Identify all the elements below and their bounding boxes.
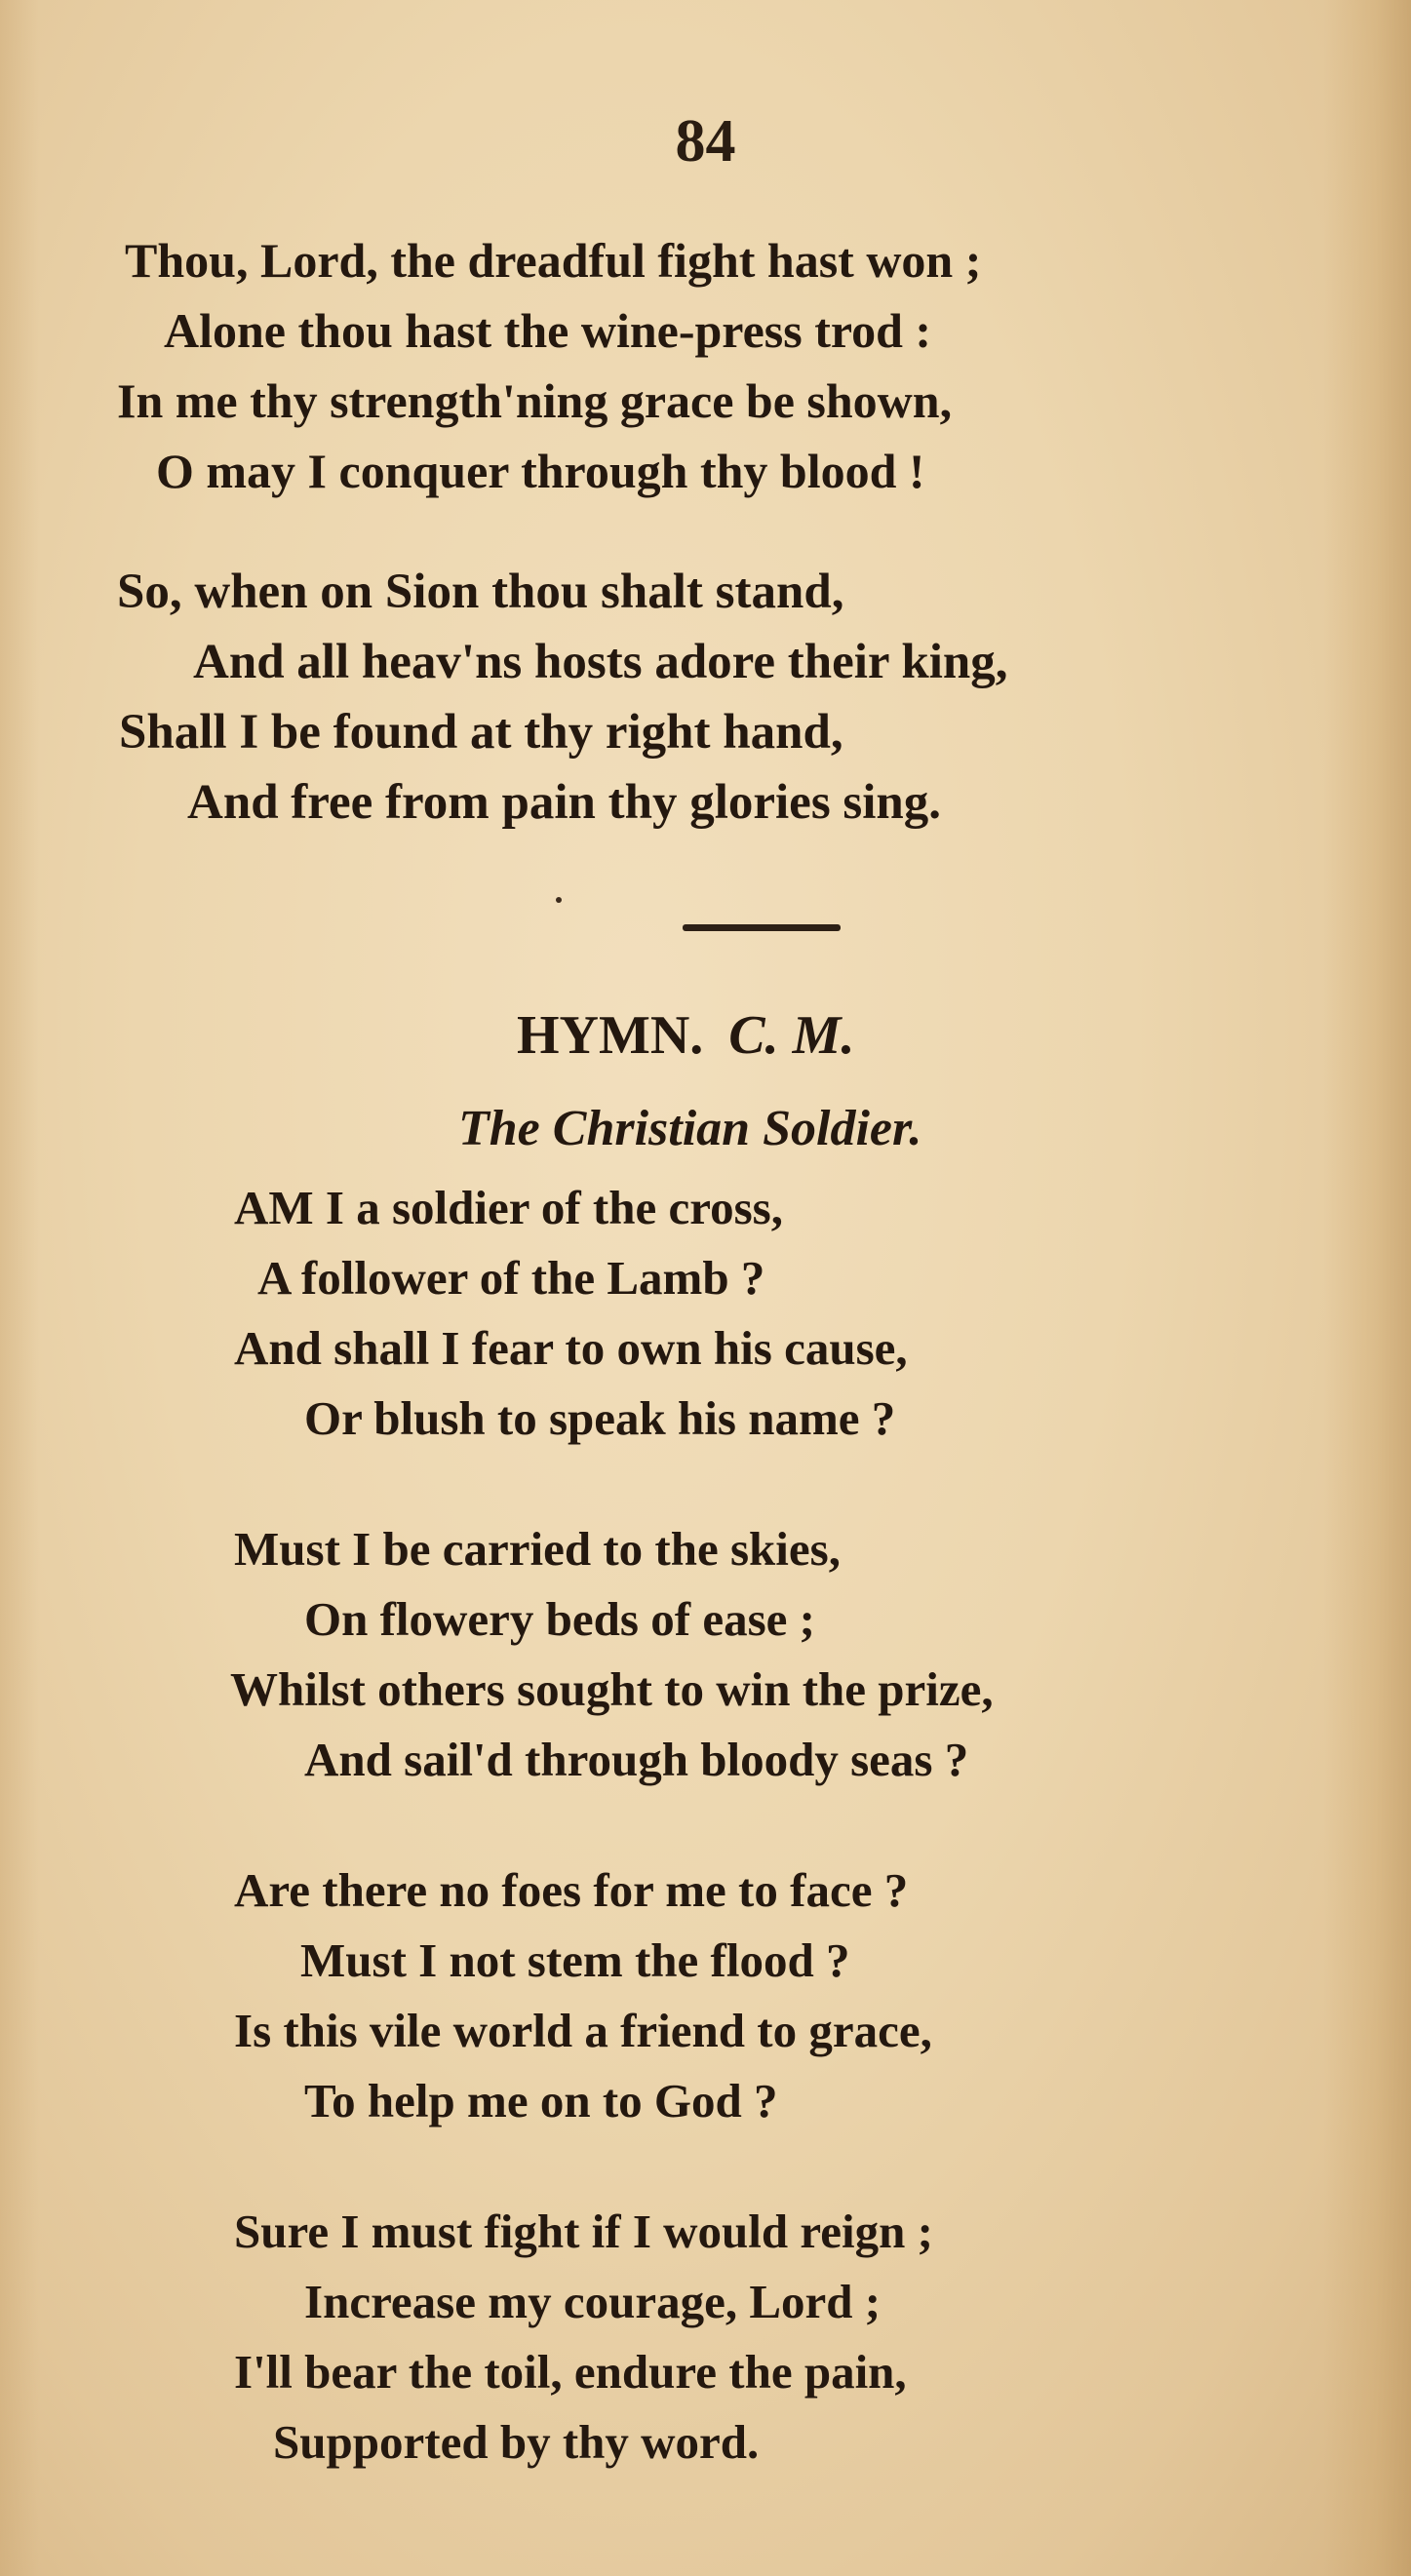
hymn-label: HYMN.	[517, 1005, 704, 1066]
verse-line: Must I be carried to the skies,	[234, 1522, 841, 1576]
verse-line: Must I not stem the flood ?	[300, 1933, 850, 1987]
verse-line: So, when on Sion thou shalt stand,	[117, 565, 844, 619]
page-shadow-right	[1323, 0, 1411, 2576]
verse-line: Is this vile world a friend to grace,	[234, 2004, 932, 2057]
hymn-heading	[517, 1004, 854, 1067]
hymn-title: The Christian Soldier.	[458, 1101, 922, 1156]
verse-line: Thou, Lord, the dreadful fight hast won ;	[125, 233, 982, 288]
hymn-meter: C. M.	[728, 1005, 855, 1066]
verse-line: O may I conquer through thy blood !	[156, 444, 925, 498]
verse-line: Sure I must fight if I would reign ;	[234, 2205, 933, 2258]
verse-line: Shall I be found at thy right hand,	[119, 705, 843, 760]
verse-line: And all heav'ns hosts adore their king,	[193, 635, 1008, 689]
verse-line: I'll bear the toil, endure the pain,	[234, 2345, 907, 2399]
divider-dot	[556, 897, 562, 903]
verse-line: Alone thou hast the wine-press trod :	[164, 303, 932, 358]
verse-line: To help me on to God ?	[304, 2074, 778, 2127]
page-shadow-left	[0, 0, 39, 2576]
verse-line: In me thy strength'ning grace be shown,	[117, 373, 953, 428]
verse-line: Whilst others sought to win the prize,	[230, 1662, 994, 1716]
verse-line: A follower of the Lamb ?	[257, 1251, 765, 1305]
verse-line: And free from pain thy glories sing.	[187, 775, 942, 830]
section-divider	[683, 924, 841, 931]
verse-line: On flowery beds of ease ;	[304, 1592, 815, 1646]
verse-line: Are there no foes for me to face ?	[234, 1863, 909, 1917]
page-number: 84	[675, 108, 736, 175]
verse-line: And sail'd through bloody seas ?	[304, 1733, 969, 1786]
verse-line: Increase my courage, Lord ;	[304, 2275, 882, 2328]
verse-line: Or blush to speak his name ?	[304, 1391, 896, 1445]
verse-line: AM I a soldier of the cross,	[234, 1181, 783, 1234]
verse-line: Supported by thy word.	[273, 2415, 760, 2469]
verse-line: And shall I fear to own his cause,	[234, 1321, 908, 1375]
